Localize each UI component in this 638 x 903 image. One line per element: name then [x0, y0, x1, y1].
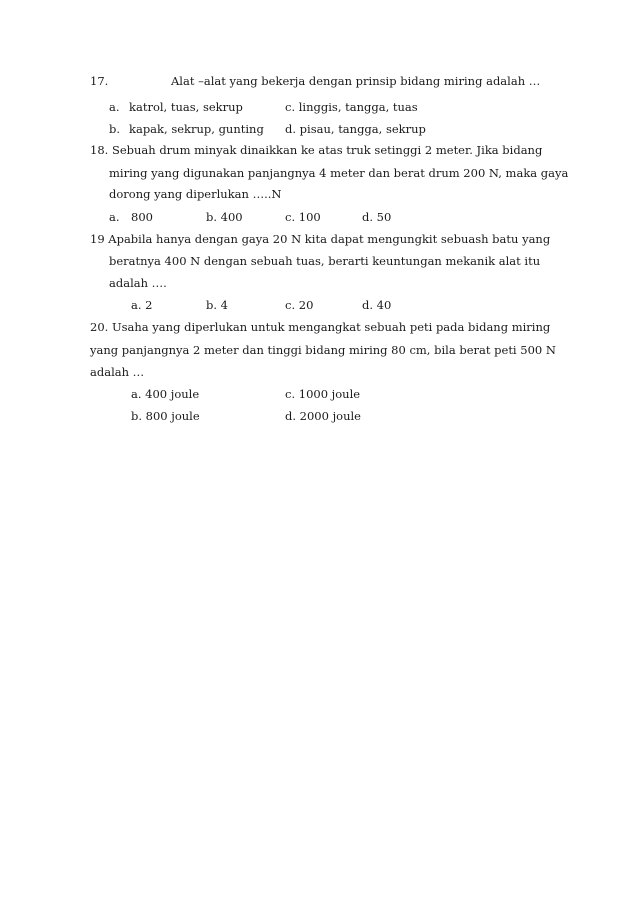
q17-option-a-letter: a.: [109, 100, 120, 114]
q18-option-d: d. 50: [362, 210, 392, 224]
q18-line-3: dorong yang diperlukan …..N: [109, 187, 282, 201]
q19-option-d: d. 40: [362, 298, 392, 312]
q17-option-d: d. pisau, tangga, sekrup: [285, 122, 426, 136]
q18-option-b: b. 400: [206, 210, 243, 224]
q18-line-2: miring yang digunakan panjangnya 4 meter dan berat drum 200 N, maka gaya: [109, 166, 569, 180]
q19-line-3: adalah ….: [109, 276, 167, 290]
q17-option-a-text: katrol, tuas, sekrup: [129, 100, 243, 114]
q20-option-d: d. 2000 joule: [285, 409, 361, 423]
q17-option-b-letter: b.: [109, 122, 121, 136]
q19-option-a: a. 2: [131, 298, 153, 312]
q17-number: 17.: [90, 74, 109, 88]
q19-line-1: 19 Apabila hanya dengan gaya 20 N kita dapat mengungkit sebuash batu yang: [90, 232, 551, 246]
q17-option-b-text: kapak, sekrup, gunting: [129, 122, 264, 136]
q17-option-c: c. linggis, tangga, tuas: [285, 100, 418, 114]
q18-option-a-letter: a.: [109, 210, 120, 224]
q19-option-b: b. 4: [206, 298, 228, 312]
q20-line-3: adalah …: [90, 365, 145, 379]
q17-text: Alat –alat yang bekerja dengan prinsip bidang miring adalah …: [171, 74, 541, 88]
q20-option-a: a. 400 joule: [131, 387, 200, 401]
q18-line-1: 18. Sebuah drum minyak dinaikkan ke atas truk setinggi 2 meter. Jika bidang: [90, 143, 543, 157]
q19-option-c: c. 20: [285, 298, 314, 312]
q20-line-2: yang panjangnya 2 meter dan tinggi bidang miring 80 cm, bila berat peti 500 N: [90, 343, 556, 357]
q20-option-b: b. 800 joule: [131, 409, 200, 423]
q19-line-2: beratnya 400 N dengan sebuah tuas, berarti keuntungan mekanik alat itu: [109, 254, 541, 268]
q20-option-c: c. 1000 joule: [285, 387, 361, 401]
q18-option-a-text: 800: [131, 210, 153, 224]
q18-option-c: c. 100: [285, 210, 321, 224]
q20-line-1: 20. Usaha yang diperlukan untuk mengangkat sebuah peti pada bidang miring: [90, 320, 551, 334]
